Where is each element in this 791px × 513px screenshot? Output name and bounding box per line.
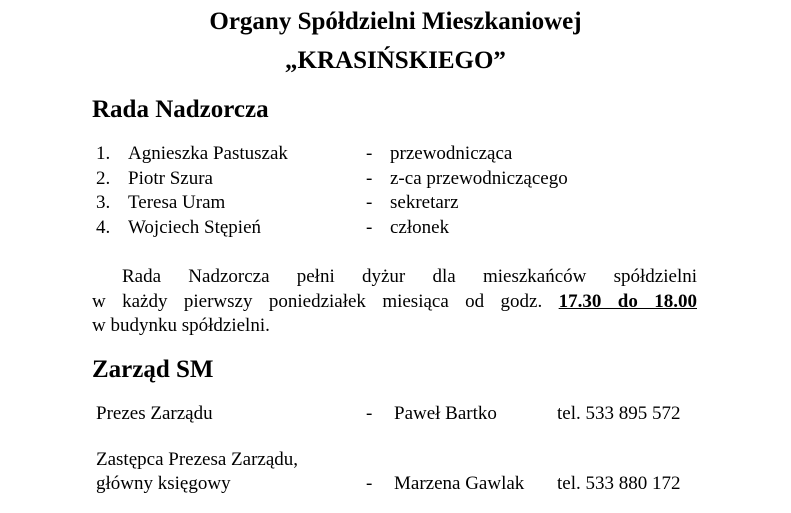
management-board-heading: Zarząd SM — [92, 356, 214, 383]
member-dash: - — [366, 167, 373, 189]
person-name: Paweł Bartko — [394, 403, 497, 424]
list-item — [96, 216, 696, 241]
duty-line2 — [92, 290, 697, 315]
phone-number: tel. 533 895 572 — [557, 403, 681, 424]
member-dash: - — [366, 192, 373, 213]
member-dash: - — [366, 143, 373, 164]
member-name: Agnieszka Pastuszak — [128, 143, 288, 164]
supervisory-board-heading: Rada Nadzorcza — [92, 96, 269, 123]
member-number: 4. — [96, 216, 111, 238]
supervisory-board-list — [96, 142, 696, 240]
duty-line2-text: w każdy pierwszy poniedziałek miesiąca od godz. — [92, 290, 559, 312]
member-name: Teresa Uram — [128, 192, 226, 213]
position-title-line2: główny księgowy — [96, 473, 231, 494]
person-name: Marzena Gawlak — [394, 473, 525, 494]
position-title: Prezes Zarządu — [96, 403, 213, 424]
position-title: Zastępca Prezesa Zarządu, — [96, 449, 299, 470]
member-role: sekretarz — [390, 192, 459, 213]
member-role: przewodnicząca — [390, 143, 513, 164]
member-name: Wojciech Stępień — [128, 216, 262, 238]
list-item — [96, 167, 696, 192]
duty-line1: Rada Nadzorcza pełni dyżur dla mieszkańców spółdzielni — [122, 266, 697, 287]
member-number: 2. — [96, 167, 111, 189]
member-role: członek — [390, 216, 450, 238]
duty-line3: w budynku spółdzielni. — [92, 315, 270, 336]
member-name: Piotr Szura — [128, 167, 213, 189]
member-dash: - — [366, 216, 373, 238]
member-role: z-ca przewodniczącego — [390, 167, 568, 189]
duty-hours: 17.30 do 18.00 — [558, 290, 697, 312]
member-number: 1. — [96, 143, 111, 164]
list-item — [96, 191, 696, 216]
member-number: 3. — [96, 192, 111, 213]
phone-number: tel. 533 880 172 — [557, 473, 681, 494]
duty-paragraph — [92, 265, 697, 339]
row-dash: - — [366, 403, 373, 424]
row-dash: - — [366, 473, 373, 494]
list-item — [96, 142, 696, 167]
document-title-line1: Organy Spółdzielni Mieszkaniowej — [209, 8, 582, 35]
document-title-line2: „KRASIŃSKIEGO” — [285, 47, 506, 74]
